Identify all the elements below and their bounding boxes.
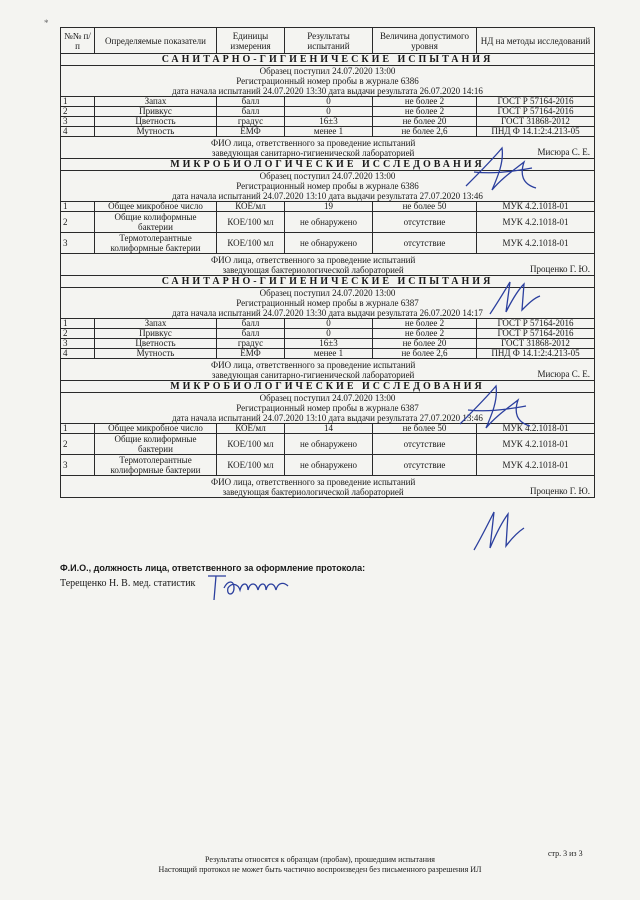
cell-result: 0 — [285, 97, 373, 107]
cell-method: ГОСТ Р 57164-2016 — [477, 319, 595, 329]
cell-indicator: Запах — [95, 319, 217, 329]
section-received: Образец поступил 24.07.2020 13:00 — [259, 288, 396, 298]
cell-num: 4 — [61, 349, 95, 359]
section-meta — [61, 66, 595, 97]
footer-line-2: Настоящий протокол не может быть частично воспроизведен без письменного разрешения ИЛ — [158, 865, 482, 874]
cell-indicator: Общее микробное число — [95, 424, 217, 434]
corner-mark: * — [44, 18, 49, 28]
header-num: №№ п/п — [61, 28, 95, 54]
cell-method: МУК 4.2.1018-01 — [477, 424, 595, 434]
cell-limit: отсутствие — [373, 434, 477, 455]
table-row — [61, 127, 595, 137]
responsible-row — [61, 476, 595, 498]
cell-unit: КОЕ/100 мл — [217, 434, 285, 455]
cell-method: ГОСТ Р 57164-2016 — [477, 107, 595, 117]
cell-limit: не более 2 — [373, 329, 477, 339]
section-received: Образец поступил 24.07.2020 13:00 — [259, 66, 396, 76]
cell-result: 19 — [285, 202, 373, 212]
cell-result: 0 — [285, 107, 373, 117]
cell-indicator: Привкус — [95, 329, 217, 339]
cell-num: 1 — [61, 424, 95, 434]
section-received: Образец поступил 24.07.2020 13:00 — [259, 171, 396, 181]
cell-method: ГОСТ 31868-2012 — [477, 117, 595, 127]
responsible-cell — [61, 476, 595, 498]
footer — [0, 855, 640, 875]
cell-indicator: Мутность — [95, 349, 217, 359]
table-row — [61, 329, 595, 339]
cell-method: ГОСТ Р 57164-2016 — [477, 329, 595, 339]
cell-unit: градус — [217, 339, 285, 349]
table-row — [61, 434, 595, 455]
cell-result: не обнаружено — [285, 233, 373, 254]
header-allowed: Величина допустимого уровня — [373, 28, 477, 54]
cell-num: 3 — [61, 233, 95, 254]
responsible-name: Проценко Г. Ю. — [530, 264, 590, 274]
section-title: САНИТАРНО-ГИГИЕНИЧЕСКИЕ ИСПЫТАНИЯ — [61, 54, 595, 66]
cell-indicator: Термотолерантные колиформные бактерии — [95, 233, 217, 254]
responsible-line-1: ФИО лица, ответственного за проведение испытаний — [211, 477, 416, 487]
responsible-row — [61, 254, 595, 276]
header-unit: Единицы измерения — [217, 28, 285, 54]
cell-unit: балл — [217, 97, 285, 107]
cell-unit: балл — [217, 329, 285, 339]
cell-result: 14 — [285, 424, 373, 434]
cell-result: 16±3 — [285, 117, 373, 127]
section-title-row — [61, 381, 595, 393]
cell-unit: ЕМФ — [217, 127, 285, 137]
responsible-block — [211, 477, 415, 497]
cell-unit: КОЕ/100 мл — [217, 455, 285, 476]
header-indicator: Определяемые показатели — [95, 28, 217, 54]
cell-method: МУК 4.2.1018-01 — [477, 202, 595, 212]
table-row — [61, 233, 595, 254]
table-row — [61, 349, 595, 359]
table-row — [61, 107, 595, 117]
section-title-row — [61, 159, 595, 171]
section-meta-row — [61, 288, 595, 319]
responsible-block — [211, 255, 415, 275]
table-row — [61, 339, 595, 349]
table-row — [61, 319, 595, 329]
footer-line-1: Результаты относятся к образцам (пробам), прошедшим испытания — [205, 855, 435, 864]
cell-unit: КОЕ/мл — [217, 424, 285, 434]
responsible-row — [61, 359, 595, 381]
cell-result: не обнаружено — [285, 212, 373, 233]
section-reg: Регистрационный номер пробы в журнале 6386 — [236, 181, 419, 191]
responsible-row — [61, 137, 595, 159]
table-header-row — [61, 28, 595, 54]
cell-result: 0 — [285, 319, 373, 329]
cell-result: 0 — [285, 329, 373, 339]
cell-limit: отсутствие — [373, 233, 477, 254]
section-meta-row — [61, 393, 595, 424]
header-result: Результаты испытаний — [285, 28, 373, 54]
cell-result: не обнаружено — [285, 434, 373, 455]
page-number: стр. 3 из 3 — [548, 849, 583, 858]
cell-limit: не более 2,6 — [373, 349, 477, 359]
section-dates: дата начала испытаний 24.07.2020 13:30 дата выдачи результата 26.07.2020 14:17 — [172, 308, 483, 318]
section-dates: дата начала испытаний 24.07.2020 13:10 дата выдачи результата 27.07.2020 13:46 — [172, 191, 483, 201]
header-method: НД на методы исследований — [477, 28, 595, 54]
cell-limit: не более 2 — [373, 319, 477, 329]
cell-limit: отсутствие — [373, 455, 477, 476]
cell-limit: не более 50 — [373, 202, 477, 212]
responsible-name: Мисюра С. Е. — [537, 369, 590, 379]
table-row — [61, 202, 595, 212]
cell-unit: КОЕ/100 мл — [217, 212, 285, 233]
section-meta-row — [61, 171, 595, 202]
cell-limit: не более 2 — [373, 107, 477, 117]
responsible-cell — [61, 137, 595, 159]
responsible-name: Проценко Г. Ю. — [530, 486, 590, 496]
cell-indicator: Общее микробное число — [95, 202, 217, 212]
section-dates: дата начала испытаний 24.07.2020 13:10 дата выдачи результата 27.07.2020 13:46 — [172, 413, 483, 423]
cell-num: 2 — [61, 107, 95, 117]
section-title: МИКРОБИОЛОГИЧЕСКИЕ ИССЛЕДОВАНИЯ — [61, 159, 595, 171]
responsible-block — [211, 138, 415, 158]
cell-unit: КОЕ/100 мл — [217, 233, 285, 254]
cell-method: МУК 4.2.1018-01 — [477, 233, 595, 254]
cell-num: 1 — [61, 202, 95, 212]
cell-num: 2 — [61, 434, 95, 455]
responsible-line-1: ФИО лица, ответственного за проведение испытаний — [211, 138, 416, 148]
cell-indicator: Запах — [95, 97, 217, 107]
table-row — [61, 117, 595, 127]
cell-limit: не более 20 — [373, 339, 477, 349]
table-row — [61, 424, 595, 434]
section-title: МИКРОБИОЛОГИЧЕСКИЕ ИССЛЕДОВАНИЯ — [61, 381, 595, 393]
section-dates: дата начала испытаний 24.07.2020 13:30 дата выдачи результата 26.07.2020 14:16 — [172, 86, 483, 96]
cell-indicator: Цветность — [95, 339, 217, 349]
responsible-name: Мисюра С. Е. — [537, 147, 590, 157]
responsible-line-2: заведующая бактериологической лабораторией — [222, 487, 404, 497]
responsible-cell — [61, 254, 595, 276]
cell-num: 2 — [61, 212, 95, 233]
table-row — [61, 455, 595, 476]
cell-num: 3 — [61, 455, 95, 476]
cell-indicator: Термотолерантные колиформные бактерии — [95, 455, 217, 476]
table-row — [61, 212, 595, 233]
section-meta — [61, 171, 595, 202]
cell-indicator: Цветность — [95, 117, 217, 127]
cell-unit: КОЕ/мл — [217, 202, 285, 212]
cell-limit: не более 20 — [373, 117, 477, 127]
cell-num: 2 — [61, 329, 95, 339]
section-reg: Регистрационный номер пробы в журнале 6386 — [236, 76, 419, 86]
cell-indicator: Мутность — [95, 127, 217, 137]
cell-num: 3 — [61, 117, 95, 127]
cell-result: не обнаружено — [285, 455, 373, 476]
cell-indicator: Общие колиформные бактерии — [95, 434, 217, 455]
section-reg: Регистрационный номер пробы в журнале 6387 — [236, 403, 419, 413]
cell-num: 4 — [61, 127, 95, 137]
responsible-line-2: заведующая бактериологической лабораторией — [222, 265, 404, 275]
cell-num: 1 — [61, 97, 95, 107]
cell-result: менее 1 — [285, 349, 373, 359]
cell-method: ПНД Ф 14.1:2:4.213-05 — [477, 349, 595, 359]
cell-method: МУК 4.2.1018-01 — [477, 212, 595, 233]
cell-method: МУК 4.2.1018-01 — [477, 455, 595, 476]
protocol-responsible-label: Ф.И.О., должность лица, ответственного за оформление протокола: — [60, 563, 366, 573]
cell-limit: не более 50 — [373, 424, 477, 434]
protocol-responsible-name: Терещенко Н. В. мед. статистик — [60, 578, 196, 589]
responsible-line-2: заведующая санитарно-гигиенической лабораторией — [211, 370, 415, 380]
cell-indicator: Общие колиформные бактерии — [95, 212, 217, 233]
table-row — [61, 97, 595, 107]
results-table — [60, 27, 595, 498]
section-title: САНИТАРНО-ГИГИЕНИЧЕСКИЕ ИСПЫТАНИЯ — [61, 276, 595, 288]
cell-method: МУК 4.2.1018-01 — [477, 434, 595, 455]
cell-limit: отсутствие — [373, 212, 477, 233]
responsible-line-1: ФИО лица, ответственного за проведение испытаний — [211, 360, 416, 370]
cell-indicator: Привкус — [95, 107, 217, 117]
section-received: Образец поступил 24.07.2020 13:00 — [259, 393, 396, 403]
section-meta — [61, 393, 595, 424]
cell-unit: ЕМФ — [217, 349, 285, 359]
cell-result: менее 1 — [285, 127, 373, 137]
signature-tereshchenko — [204, 570, 296, 606]
cell-num: 1 — [61, 319, 95, 329]
cell-unit: градус — [217, 117, 285, 127]
cell-unit: балл — [217, 107, 285, 117]
cell-limit: не более 2 — [373, 97, 477, 107]
responsible-block — [211, 360, 415, 380]
responsible-line-1: ФИО лица, ответственного за проведение испытаний — [211, 255, 416, 265]
section-reg: Регистрационный номер пробы в журнале 6387 — [236, 298, 419, 308]
section-title-row — [61, 276, 595, 288]
section-meta — [61, 288, 595, 319]
section-title-row — [61, 54, 595, 66]
cell-limit: не более 2,6 — [373, 127, 477, 137]
cell-method: ГОСТ Р 57164-2016 — [477, 97, 595, 107]
cell-unit: балл — [217, 319, 285, 329]
responsible-line-2: заведующая санитарно-гигиенической лабораторией — [211, 148, 415, 158]
cell-method: ПНД Ф 14.1:2:4.213-05 — [477, 127, 595, 137]
signature-protsenko-2 — [468, 508, 528, 556]
cell-num: 3 — [61, 339, 95, 349]
responsible-cell — [61, 359, 595, 381]
section-meta-row — [61, 66, 595, 97]
cell-result: 16±3 — [285, 339, 373, 349]
cell-method: ГОСТ 31868-2012 — [477, 339, 595, 349]
